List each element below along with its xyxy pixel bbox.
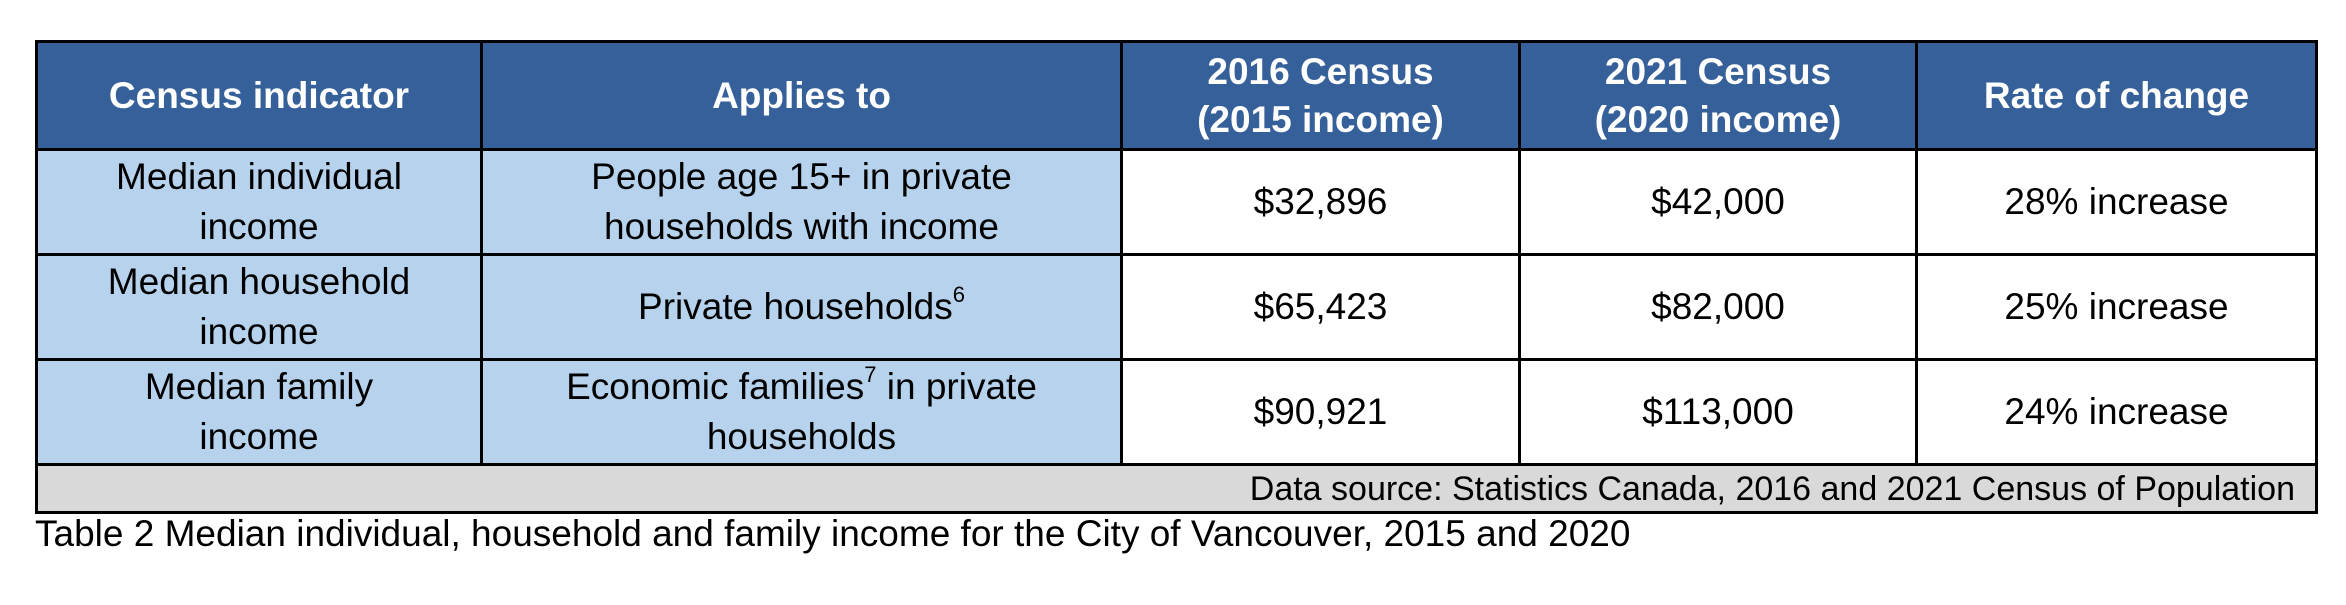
header-label: 2021 Census [1604,50,1832,92]
header-applies-to [482,42,1122,150]
applies-to-text: Economic families [566,366,865,407]
indicator-cell [37,150,482,255]
indicator-text: Median household [107,261,411,302]
value-2016-cell [1122,360,1520,465]
value-2021: $113,000 [1642,391,1794,432]
header-census-indicator [37,42,482,150]
data-source-text: Data source: Statistics Canada, 2016 and 2021 Census of Population [1249,469,2295,508]
rate-cell [1917,360,2317,465]
value-2016: $32,896 [1253,181,1388,222]
table-header-row [37,42,2317,150]
value-2016-cell [1122,255,1520,360]
value-2016: $90,921 [1253,391,1388,432]
applies-to-cell [482,255,1122,360]
income-table [35,40,2318,514]
header-2021-census [1520,42,1917,150]
indicator-text: income [199,311,319,352]
table-row [37,255,2317,360]
income-table-container [35,40,2315,514]
table-row [37,360,2317,465]
header-rate-of-change [1917,42,2317,150]
header-label: Applies to [712,74,891,116]
value-2016: $65,423 [1253,286,1388,327]
header-2016-census [1122,42,1520,150]
header-label: Rate of change [1983,74,2250,116]
value-2021: $42,000 [1651,181,1785,222]
table-caption: Table 2 Median individual, household and family income for the City of Vancouver, 2015 and 2020 [35,513,1631,554]
indicator-cell [37,360,482,465]
value-2016-cell [1122,150,1520,255]
rate-value: 25% increase [2004,286,2229,327]
applies-to-text: Private households [638,286,953,327]
header-label: 2016 Census [1207,50,1434,92]
rate-cell [1917,150,2317,255]
applies-to-text: in private [876,366,1037,407]
applies-to-text: households [706,416,897,457]
indicator-cell [37,255,482,360]
indicator-text: income [199,206,319,247]
value-2021-cell [1520,255,1917,360]
rate-cell [1917,255,2317,360]
applies-to-text: households with income [604,206,999,247]
value-2021-cell [1520,150,1917,255]
applies-to-cell [482,150,1122,255]
data-source-row [37,465,2317,513]
indicator-text: Median individual [116,156,402,197]
table-row [37,150,2317,255]
data-source-cell [37,465,2317,513]
header-sublabel: (2020 income) [1594,98,1842,140]
rate-value: 24% increase [2004,391,2229,432]
footnote-marker: 6 [952,281,965,307]
applies-to-text: People age 15+ in private [591,156,1012,197]
rate-value: 28% increase [2004,181,2229,222]
applies-to-cell [482,360,1122,465]
indicator-text: income [199,416,319,457]
value-2021: $82,000 [1651,286,1785,327]
header-label: Census indicator [108,74,410,116]
value-2021-cell [1520,360,1917,465]
footnote-marker: 7 [864,361,877,387]
header-sublabel: (2015 income) [1197,98,1444,140]
indicator-text: Median family [144,366,374,407]
